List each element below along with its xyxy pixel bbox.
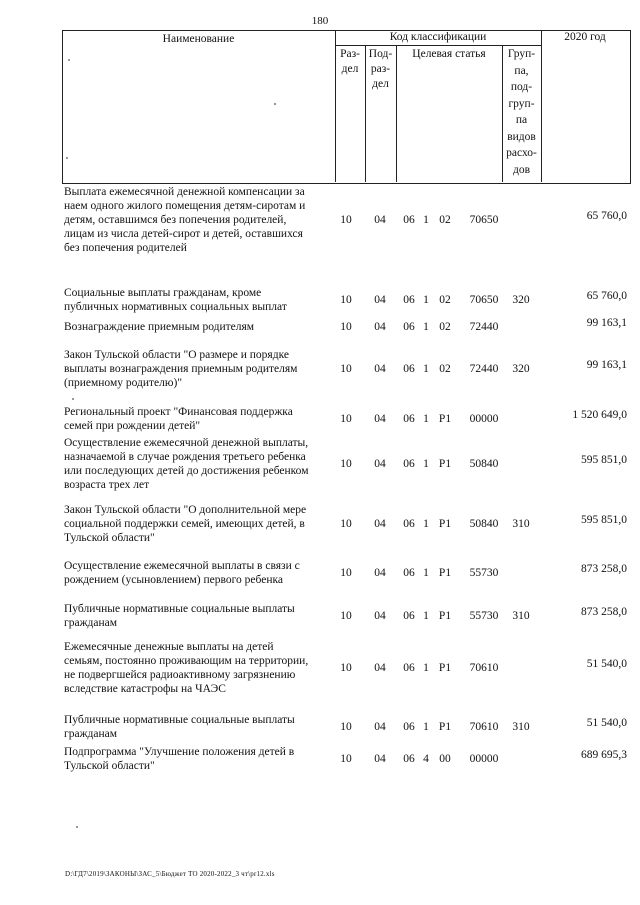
scan-speck: [274, 103, 276, 105]
cell-cs1: 06: [403, 214, 415, 226]
cell-razdel: 10: [340, 413, 352, 425]
row-name: [64, 436, 346, 492]
row-name-line: вследствие катастрофы на ЧАЭС: [64, 683, 226, 695]
cell-cs2: 1: [423, 413, 429, 425]
row-name-line: не подвергшейся радиоактивному загрязнению: [64, 669, 296, 681]
row-name: [64, 286, 346, 314]
cell-cs2: 1: [423, 363, 429, 375]
row-name: [64, 348, 346, 390]
row-name-line: Закон Тульской области "О размере и порядке: [64, 349, 289, 361]
header-gruppa: Груп- па, под- груп- па видов расхо- дов: [506, 48, 537, 176]
header-year: 2020 год: [564, 31, 606, 43]
header-razdel: Раз- дел: [340, 48, 360, 75]
scan-speck: [72, 398, 74, 400]
cell-amount: 65 760,0: [586, 290, 627, 302]
row-name-line: Публичные нормативные социальные выплаты: [64, 603, 295, 615]
cell-cs4: 70650: [469, 294, 499, 306]
cell-cs1: 06: [403, 662, 415, 674]
cell-razdel: 10: [340, 721, 352, 733]
cell-podrazdel: 04: [374, 567, 386, 579]
row-name-line: (приемному родителю)": [64, 377, 183, 389]
row-name-line: Вознаграждение приемным родителям: [64, 321, 255, 333]
cell-vid: 320: [512, 363, 530, 375]
cell-razdel: 10: [340, 458, 352, 470]
row-name-line: без попечения родителей: [64, 242, 187, 254]
cell-podrazdel: 04: [374, 662, 386, 674]
cell-podrazdel: 04: [374, 721, 386, 733]
cell-amount: 595 851,0: [581, 454, 627, 466]
header-celevaya: Целевая статья: [412, 48, 486, 60]
row-name-line: детям, оставшимся без попечения родителей,: [64, 214, 287, 226]
cell-cs2: 1: [423, 567, 429, 579]
cell-cs3: 02: [439, 321, 451, 333]
cell-cs3: P1: [438, 567, 452, 579]
row-name-line: гражданам: [64, 728, 118, 740]
row-name-line: Социальные выплаты гражданам, кроме: [64, 287, 262, 299]
page-number: 180: [311, 15, 329, 27]
cell-cs4: 70650: [469, 214, 499, 226]
row-name-line: возраста трех лет: [64, 479, 150, 491]
cell-razdel: 10: [340, 518, 352, 530]
cell-cs3: 00: [439, 753, 451, 765]
cell-podrazdel: 04: [374, 294, 386, 306]
cell-amount: 99 163,1: [586, 359, 627, 371]
cell-podrazdel: 04: [374, 610, 386, 622]
header-code-group: Код классификации: [389, 31, 487, 43]
cell-cs1: 06: [403, 413, 415, 425]
cell-amount: 51 540,0: [586, 717, 627, 729]
cell-razdel: 10: [340, 753, 352, 765]
cell-cs2: 1: [423, 294, 429, 306]
cell-podrazdel: 04: [374, 363, 386, 375]
row-name-line: семей при рождении детей": [64, 420, 201, 432]
row-name: [64, 320, 346, 334]
row-name-line: семьям, постоянно проживающим на территории,: [64, 655, 309, 667]
scan-speck: [66, 157, 68, 159]
cell-cs4: 00000: [469, 413, 499, 425]
scan-speck: [68, 59, 70, 61]
cell-podrazdel: 04: [374, 753, 386, 765]
row-name-line: рождением (усыновлением) первого ребенка: [64, 574, 284, 586]
cell-razdel: 10: [340, 363, 352, 375]
cell-cs1: 06: [403, 721, 415, 733]
cell-podrazdel: 04: [374, 214, 386, 226]
cell-cs3: 02: [439, 214, 451, 226]
cell-cs4: 70610: [469, 721, 499, 733]
cell-amount: 595 851,0: [581, 514, 627, 526]
row-name-line: выплаты вознаграждения приемным родителям: [64, 363, 298, 375]
header-podrazdel: Под- раз- дел: [368, 48, 393, 90]
row-name-line: Тульской области": [64, 760, 155, 772]
cell-cs2: 4: [423, 753, 429, 765]
cell-cs1: 06: [403, 518, 415, 530]
cell-cs3: 02: [439, 363, 451, 375]
row-name-line: Осуществление ежемесячной выплаты в связи с: [64, 560, 300, 572]
cell-cs2: 1: [423, 721, 429, 733]
cell-cs2: 1: [423, 214, 429, 226]
row-name-line: Выплата ежемесячной денежной компенсации за: [64, 186, 305, 198]
row-name: [64, 640, 346, 696]
row-name-line: Ежемесячные денежные выплаты на детей: [64, 641, 274, 653]
cell-cs3: P1: [438, 610, 452, 622]
cell-vid: 310: [512, 518, 530, 530]
cell-razdel: 10: [340, 321, 352, 333]
row-name-line: социальной поддержки семей, имеющих детей, в: [64, 518, 305, 530]
cell-cs1: 06: [403, 458, 415, 470]
row-name-line: Региональный проект "Финансовая поддержка: [64, 406, 293, 418]
cell-cs3: 02: [439, 294, 451, 306]
cell-vid: 310: [512, 610, 530, 622]
row-name-line: Публичные нормативные социальные выплаты: [64, 714, 295, 726]
cell-razdel: 10: [340, 662, 352, 674]
cell-cs4: 55730: [469, 610, 499, 622]
row-name: [64, 713, 346, 741]
row-name-line: публичных нормативных социальных выплат: [64, 301, 287, 313]
cell-razdel: 10: [340, 610, 352, 622]
divider-podrazdel: [396, 45, 397, 182]
cell-cs2: 1: [423, 518, 429, 530]
cell-cs4: 72440: [469, 363, 499, 375]
cell-cs3: P1: [438, 662, 452, 674]
cell-cs3: P1: [438, 518, 452, 530]
divider-year: [541, 30, 542, 182]
cell-cs3: P1: [438, 458, 452, 470]
cell-amount: 51 540,0: [586, 658, 627, 670]
cell-vid: 320: [512, 294, 530, 306]
cell-cs1: 06: [403, 363, 415, 375]
cell-podrazdel: 04: [374, 413, 386, 425]
cell-amount: 873 258,0: [581, 606, 627, 618]
cell-cs1: 06: [403, 567, 415, 579]
header-name: Наименование: [162, 33, 235, 45]
cell-cs2: 1: [423, 610, 429, 622]
scan-speck: [76, 826, 78, 828]
cell-podrazdel: 04: [374, 321, 386, 333]
row-name-line: или последующих детей до достижения ребенком: [64, 465, 309, 477]
cell-cs4: 72440: [469, 321, 499, 333]
cell-cs2: 1: [423, 458, 429, 470]
cell-cs4: 50840: [469, 458, 499, 470]
row-name-line: назначаемой в случае рождения третьего ребенка: [64, 451, 306, 463]
row-name: [64, 503, 346, 545]
cell-razdel: 10: [340, 567, 352, 579]
cell-cs2: 1: [423, 662, 429, 674]
file-path-footer: D:\ГД7\2019\ЗАКОНЫ\ЗАС_5\Бюджет ТО 2020-2022_3 чт\pr12.xls: [65, 870, 275, 878]
cell-cs1: 06: [403, 321, 415, 333]
row-name-line: Тульской области": [64, 532, 155, 544]
cell-podrazdel: 04: [374, 518, 386, 530]
cell-razdel: 10: [340, 214, 352, 226]
row-name: [64, 745, 346, 773]
cell-razdel: 10: [340, 294, 352, 306]
cell-vid: 310: [512, 721, 530, 733]
cell-cs1: 06: [403, 610, 415, 622]
row-name: [64, 602, 346, 630]
row-name-line: Осуществление ежемесячной денежной выплаты,: [64, 437, 309, 449]
cell-amount: 873 258,0: [581, 563, 627, 575]
cell-cs3: P1: [438, 721, 452, 733]
cell-cs4: 00000: [469, 753, 499, 765]
cell-podrazdel: 04: [374, 458, 386, 470]
cell-amount: 65 760,0: [586, 210, 627, 222]
cell-cs4: 55730: [469, 567, 499, 579]
row-name-line: лицам из числа детей-сирот и детей, оставшихся: [64, 228, 303, 240]
cell-amount: 689 695,3: [581, 749, 627, 761]
cell-cs3: P1: [438, 413, 452, 425]
cell-cs4: 70610: [469, 662, 499, 674]
cell-cs2: 1: [423, 321, 429, 333]
row-name: [64, 405, 346, 433]
row-name-line: Подпрограмма "Улучшение положения детей в: [64, 746, 295, 758]
row-name-line: гражданам: [64, 617, 118, 629]
cell-amount: 99 163,1: [586, 317, 627, 329]
cell-amount: 1 520 649,0: [572, 409, 627, 421]
row-name: [64, 185, 346, 255]
row-name-line: Закон Тульской области "О дополнительной мере: [64, 504, 307, 516]
cell-cs4: 50840: [469, 518, 499, 530]
cell-cs1: 06: [403, 294, 415, 306]
row-name-line: наем одного жилого помещения детям-сиротам и: [64, 200, 306, 212]
row-name: [64, 559, 346, 587]
cell-cs1: 06: [403, 753, 415, 765]
